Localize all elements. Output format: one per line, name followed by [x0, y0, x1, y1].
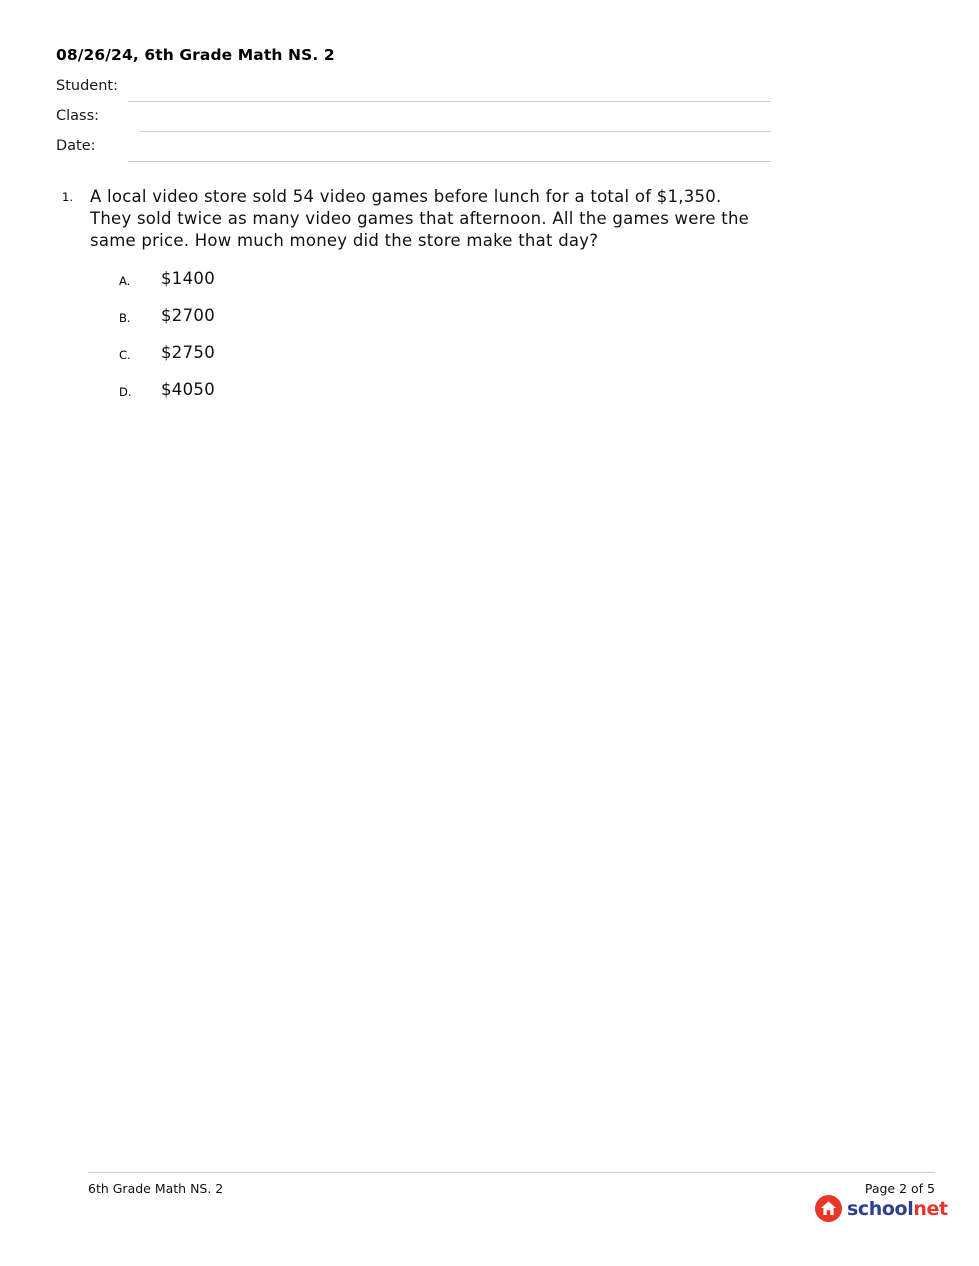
- choice-d-letter: D.: [119, 385, 132, 399]
- choice-a-letter: A.: [119, 274, 131, 288]
- brand-word-net: net: [913, 1198, 948, 1220]
- page-title: 08/26/24, 6th Grade Math NS. 2: [56, 46, 335, 64]
- date-input-line[interactable]: [128, 160, 771, 162]
- student-info-block: [56, 76, 771, 166]
- footer-assessment-name: 6th Grade Math NS. 2: [88, 1181, 224, 1196]
- choice-c-text: $2750: [161, 343, 215, 362]
- question-1: [56, 186, 756, 417]
- brand-word-school: school: [847, 1198, 914, 1220]
- class-input-line[interactable]: [140, 130, 771, 132]
- brand-wordmark: [847, 1198, 948, 1220]
- footer-divider: [88, 1172, 935, 1173]
- footer-page-number: Page 2 of 5: [864, 1181, 935, 1196]
- answer-choices: [90, 269, 756, 417]
- question-text: A local video store sold 54 video games before lunch for a total of $1,350. They sold twice as many video games that afternoon. All the games were the same price. How much money did the store make that day?: [90, 187, 750, 250]
- choice-c[interactable]: [90, 343, 756, 380]
- choice-b-text: $2700: [161, 306, 215, 325]
- class-field-row: [56, 106, 771, 136]
- house-icon: [815, 1195, 842, 1222]
- date-field-row: [56, 136, 771, 166]
- question-number: 1.: [62, 190, 73, 204]
- class-label: Class:: [56, 108, 100, 124]
- schoolnet-logo: [815, 1192, 948, 1224]
- choice-a-text: $1400: [161, 269, 215, 288]
- student-field-row: [56, 76, 771, 106]
- choice-b-letter: B.: [119, 311, 131, 325]
- choice-a[interactable]: [90, 269, 756, 306]
- student-input-line[interactable]: [128, 100, 771, 102]
- choice-c-letter: C.: [119, 348, 131, 362]
- date-label: Date:: [56, 138, 96, 154]
- student-label: Student:: [56, 78, 118, 94]
- choice-d[interactable]: [90, 380, 756, 417]
- choice-b[interactable]: [90, 306, 756, 343]
- choice-d-text: $4050: [161, 380, 215, 399]
